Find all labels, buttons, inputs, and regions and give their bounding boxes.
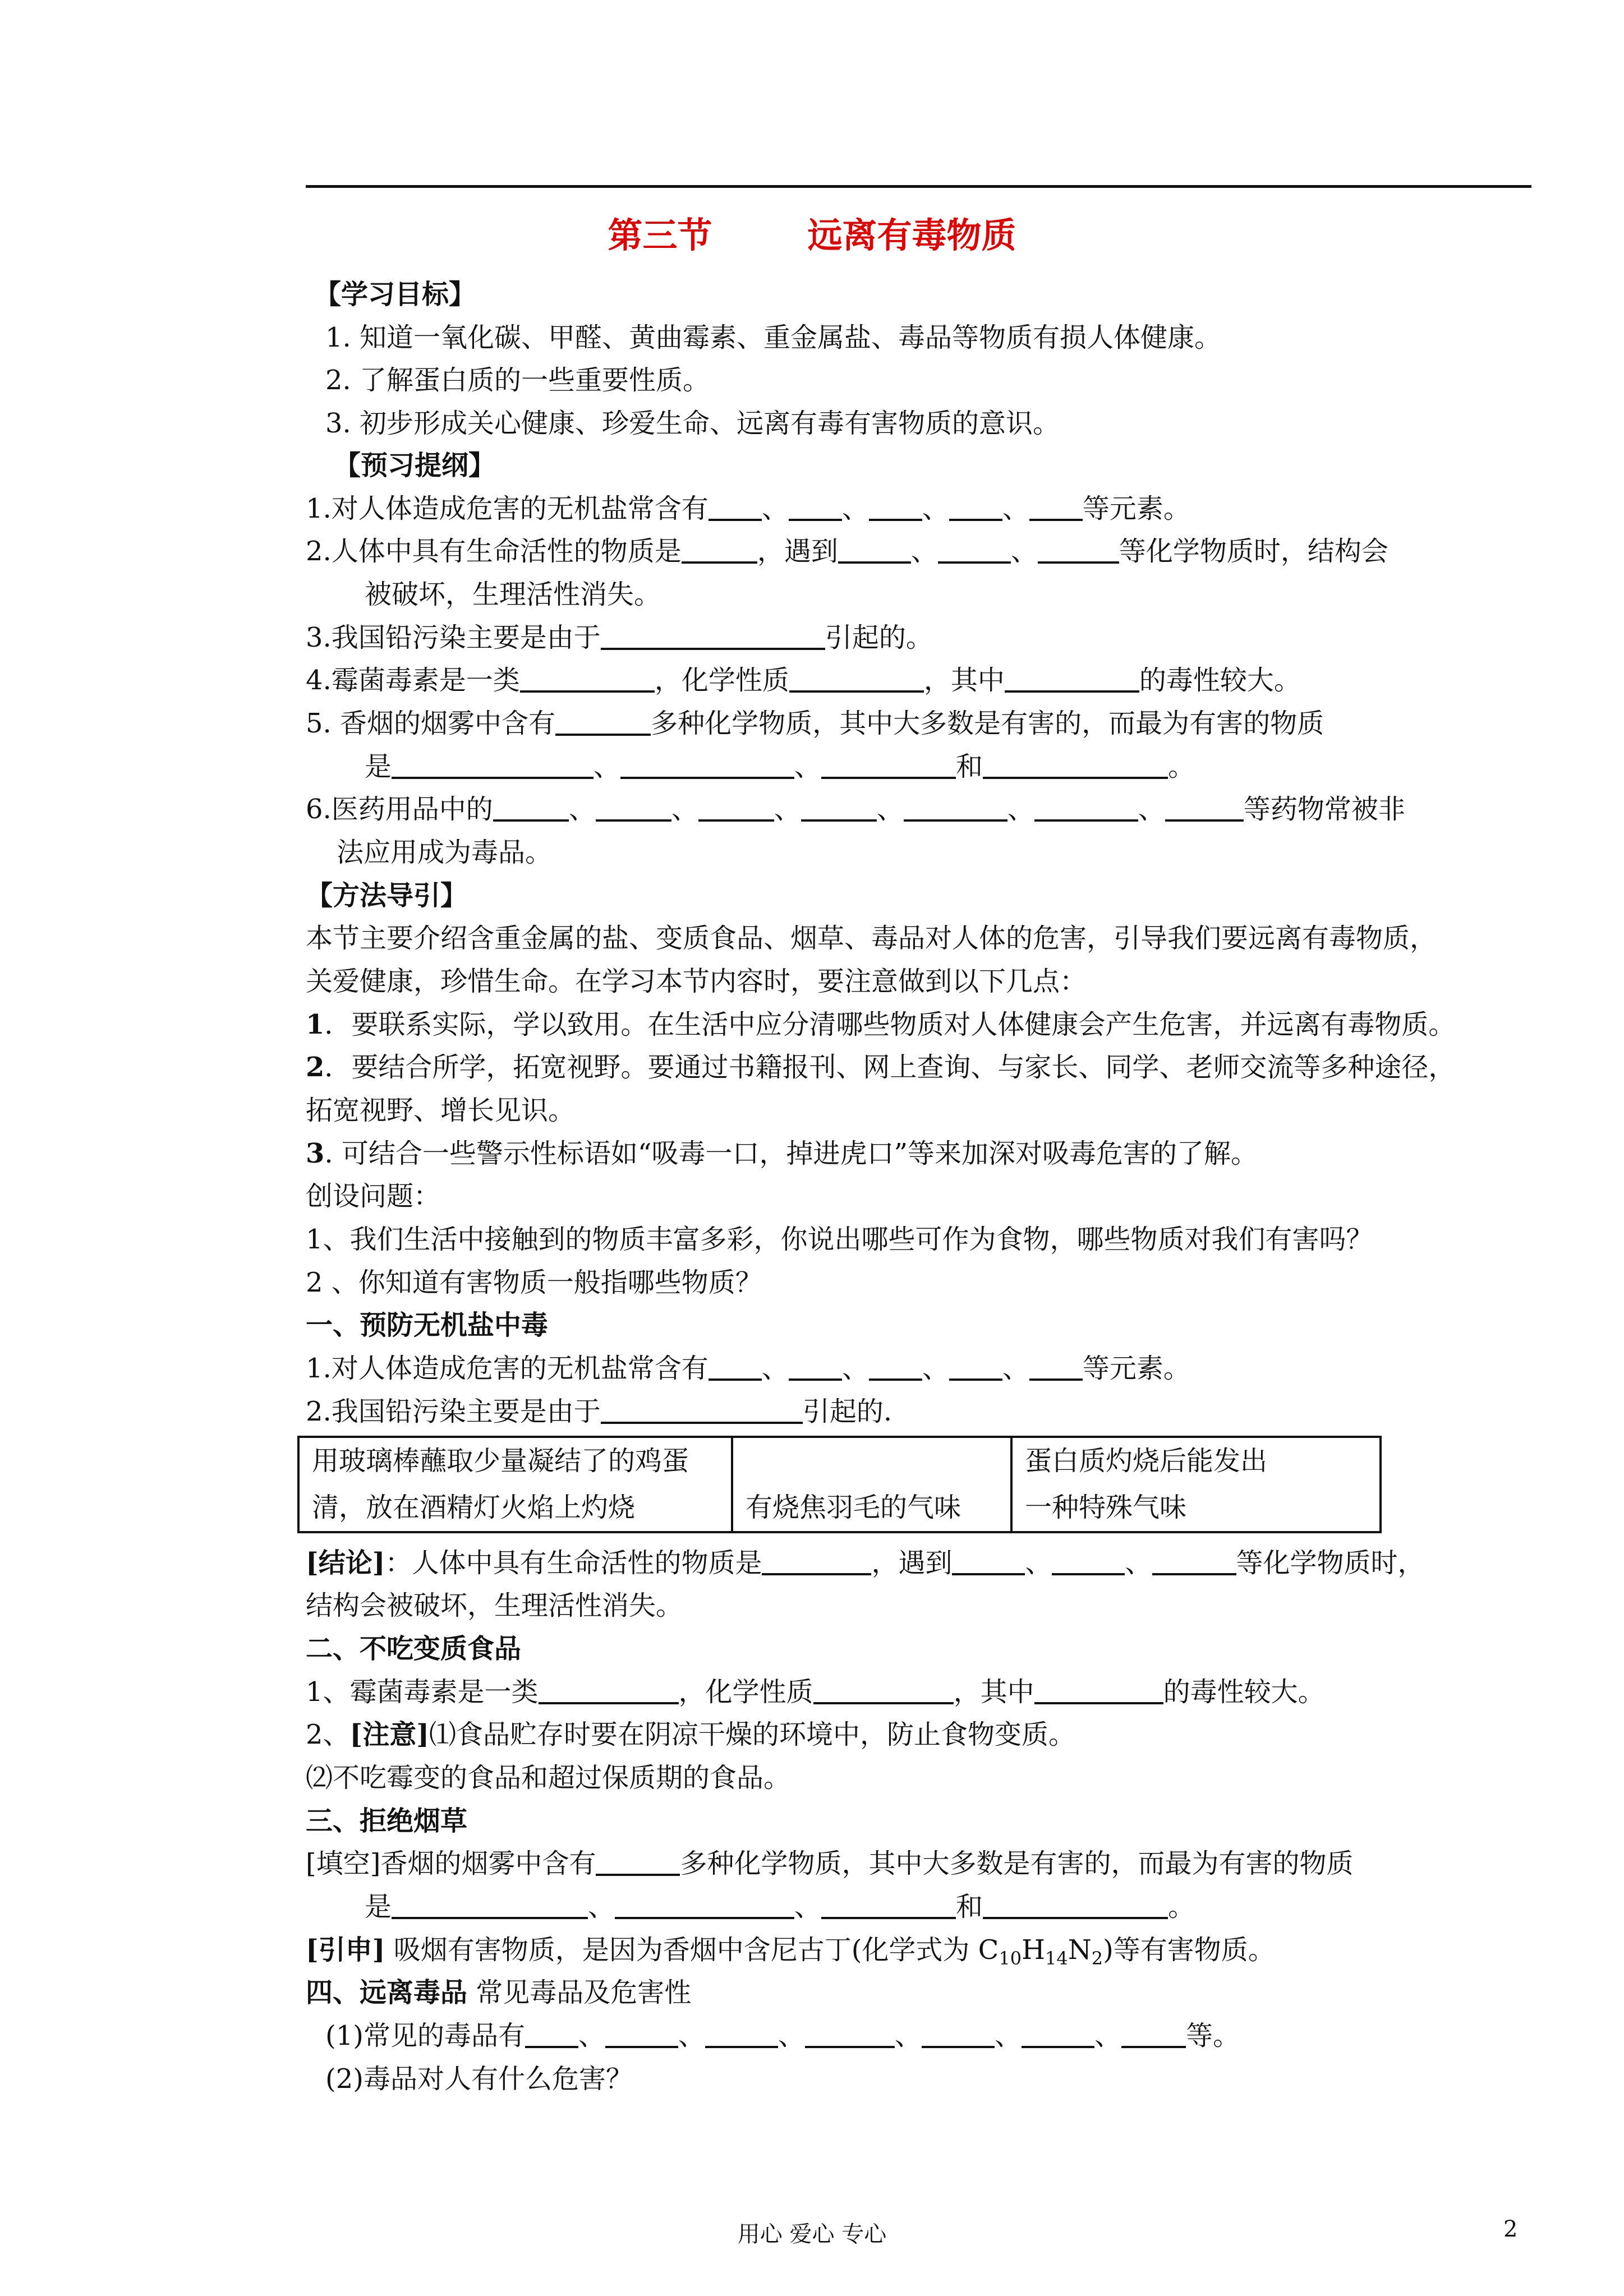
preview-q6: 6.医药用品中的 、 、 、 、 、 、 等药物常被非 (306, 794, 1405, 825)
question-1: 1、我们生活中接触到的物质丰富多彩，你说出哪些可作为食物，哪些物质对我们有害吗？ (306, 1224, 1373, 1255)
preview-q1: 1.对人体造成危害的无机盐常含有 、 、 、 、 等元素。 (306, 493, 1190, 524)
table-cell: 用玻璃棒蘸取少量凝结了的鸡蛋 (298, 1437, 732, 1484)
method-item-2: 2．要结合所学，拓宽视野。要通过书籍报刊、网上查询、与家长、同学、老师交流等多种途径， (306, 1052, 1456, 1083)
preview-q3: 3.我国铅污染主要是由于 引起的。 (306, 622, 933, 653)
preview-heading: 【预习提纲】 (334, 450, 496, 481)
section1-conclusion-cont: 结构会被破坏，生理活性消失。 (306, 1590, 683, 1621)
table-cell: 有烧焦羽毛的气味 (732, 1484, 1011, 1532)
method-item-3: 3. 可结合一些警示性标语如“吸毒一口，掉进虎口”等来加深对吸毒危害的了解。 (306, 1138, 1258, 1169)
section2-heading: 二、不吃变质食品 (306, 1633, 522, 1665)
section1-line2: 2.我国铅污染主要是由于 引起的. (306, 1396, 892, 1427)
table-cell: 一种特殊气味 (1011, 1484, 1381, 1532)
preview-q2: 2.人体中具有生命活性的物质是 ，遇到 、 、 等化学物质时，结构会 (306, 536, 1388, 567)
method-item-1: 1．要联系实际，学以致用。在生活中应分清哪些物质对人体健康会产生危害，并远离有毒物质。 (306, 1009, 1456, 1040)
method-paragraph-1: 本节主要介绍含重金属的盐、变质食品、烟草、毒品对人体的危害，引导我们要远离有毒物质， (306, 923, 1437, 954)
section3-heading: 三、拒绝烟草 (306, 1805, 468, 1837)
table-cell: 蛋白质灼烧后能发出 (1011, 1437, 1381, 1484)
page-footer: 用心 爱心 专心 (737, 2221, 887, 2247)
preview-q2-cont: 被破坏，生理活性消失。 (365, 579, 661, 610)
experiment-table (297, 1436, 1382, 1533)
section3-line2: 是 、 、 和 。 (365, 1891, 1195, 1922)
method-item-2-cont: 拓宽视野、增长见识。 (306, 1095, 576, 1126)
method-paragraph-2: 关爱健康，珍惜生命。在学习本节内容时，要注意做到以下几点： (306, 966, 1087, 997)
section3-line3: [引申] 吸烟有害物质，是因为香烟中含尼古丁(化学式为 $C_{10}H_{14}N_2$)等有害物质。 (306, 1934, 1275, 1969)
header-rule (306, 185, 1531, 188)
section1-conclusion: [结论]：人体中具有生命活性的物质是 ，遇到 、 、 等化学物质时， (306, 1547, 1425, 1579)
question-2: 2 、你知道有害物质一般指哪些物质？ (306, 1267, 762, 1298)
preview-q5-cont: 是 、 、 和 。 (365, 751, 1195, 782)
objective-1: 1. 知道一氧化碳、甲醛、黄曲霉素、重金属盐、毒品等物质有损人体健康。 (325, 322, 1222, 353)
preview-q6-cont: 法应用成为毒品。 (337, 837, 553, 868)
preview-q5: 5. 香烟的烟雾中含有 多种化学物质，其中大多数是有害的，而最为有害的物质 (306, 708, 1324, 739)
table-row (298, 1437, 1381, 1484)
section1-heading: 一、预防无机盐中毒 (306, 1310, 549, 1341)
section2-line3: ⑵不吃霉变的食品和超过保质期的食品。 (306, 1762, 791, 1794)
table-cell (732, 1437, 1011, 1484)
preview-q4: 4.霉菌毒素是一类 ，化学性质 ，其中 的毒性较大。 (306, 665, 1301, 696)
section3-line1: [填空]香烟的烟雾中含有 多种化学物质，其中大多数是有害的，而最为有害的物质 (306, 1848, 1354, 1879)
section4-line1: (1)常见的毒品有 、 、 、 、 、 、 等。 (325, 2020, 1240, 2051)
table-cell: 清，放在酒精灯火焰上灼烧 (298, 1484, 732, 1532)
questions-heading: 创设问题： (306, 1181, 441, 1212)
method-heading: 【方法导引】 (306, 880, 468, 911)
section4-heading: 四、远离毒品 常见毒品及危害性 (306, 1977, 692, 2008)
title-part1: 第三节 (608, 215, 712, 256)
section4-line2: (2)毒品对人有什么危害？ (325, 2063, 633, 2095)
title-part2: 远离有毒物质 (807, 215, 1016, 256)
section2-line2: 2、[注意]⑴食品贮存时要在阴凉干燥的环境中，防止食物变质。 (306, 1719, 1075, 1750)
page-title (0, 208, 1624, 257)
section2-line1: 1、霉菌毒素是一类 ，化学性质 ，其中 的毒性较大。 (306, 1676, 1325, 1708)
objective-3: 3. 初步形成关心健康、珍爱生命、远离有毒有害物质的意识。 (325, 408, 1060, 439)
page-number: 2 (1503, 2216, 1518, 2242)
objectives-heading: 【学习目标】 (314, 279, 476, 310)
objective-2: 2. 了解蛋白质的一些重要性质。 (325, 365, 710, 396)
table-row (298, 1484, 1381, 1532)
section1-line1: 1.对人体造成危害的无机盐常含有 、 、 、 、 等元素。 (306, 1353, 1190, 1384)
